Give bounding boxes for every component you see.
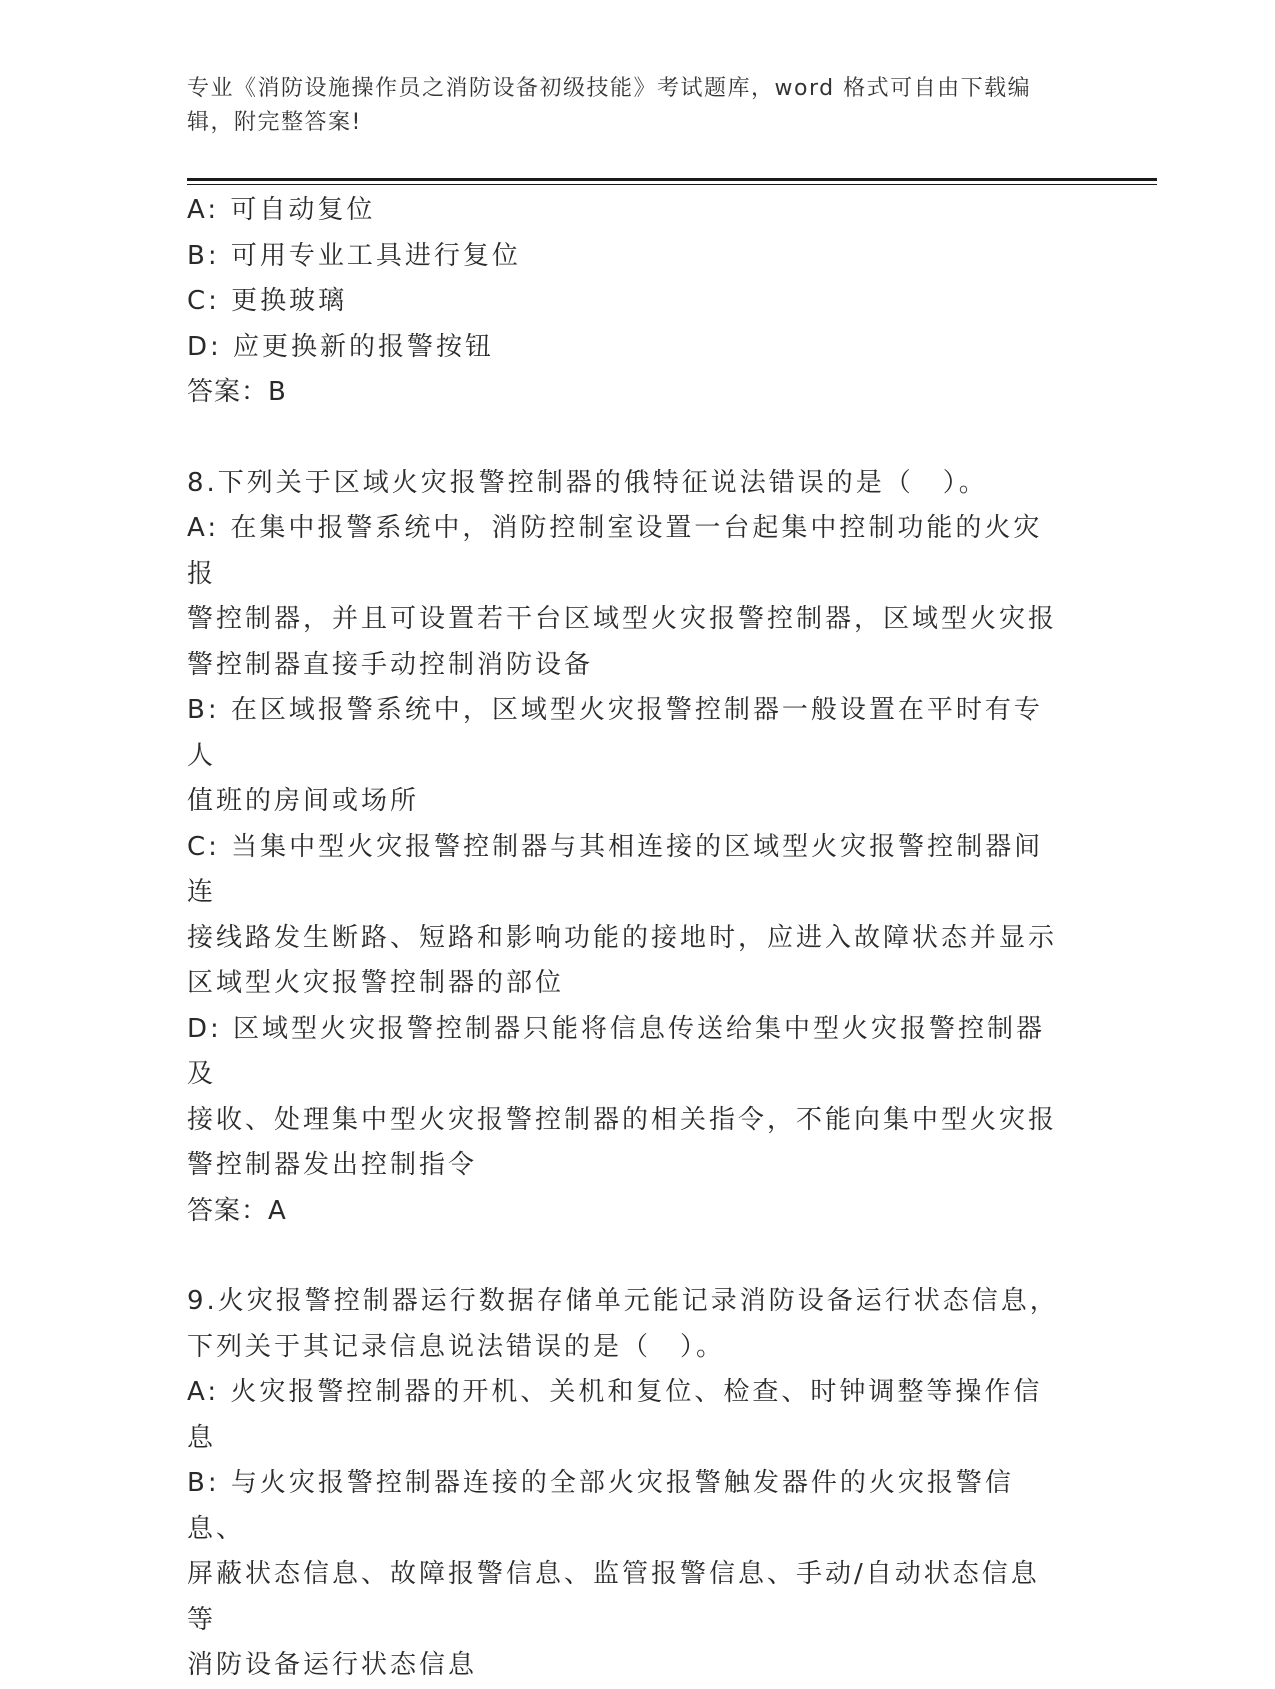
q9-option-a-line-1: A: 火灾报警控制器的开机、关机和复位、检查、时钟调整等操作信息 — [187, 1377, 1043, 1453]
q8-option-a-line-1: A: 在集中报警系统中，消防控制室设置一台起集中控制功能的火灾报 — [187, 513, 1043, 589]
q7-option-a: A: 可自动复位 — [187, 195, 376, 225]
q9-option-b-line-2: 屏蔽状态信息、故障报警信息、监管报警信息、手动/自动状态信息等 — [187, 1559, 1040, 1635]
q8-option-d-line-3: 警控制器发出控制指令 — [187, 1150, 478, 1180]
q8-option-c-line-3: 区域型火灾报警控制器的部位 — [187, 968, 565, 998]
question-8-block — [187, 461, 1067, 1235]
header-rule-thick — [187, 178, 1157, 181]
q8-option-a-line-2: 警控制器，并且可设置若干台区域型火灾报警控制器，区域型火灾报 — [187, 604, 1058, 634]
q7-option-c: C: 更换玻璃 — [187, 286, 348, 316]
q8-answer: 答案：A — [187, 1195, 287, 1226]
spacer — [187, 416, 1067, 461]
q8-option-c-line-1: C: 当集中型火灾报警控制器与其相连接的区域型火灾报警控制器间连 — [187, 831, 1044, 907]
q8-option-a-line-3: 警控制器直接手动控制消防设备 — [187, 649, 594, 680]
document-body — [187, 188, 1067, 1689]
header-rule-thin — [187, 184, 1157, 185]
q9-question-line-1: 9.火灾报警控制器运行数据存储单元能记录消防设备运行状态信息， — [187, 1286, 1059, 1316]
q8-option-b-line-1: B: 在区域报警系统中，区域型火灾报警控制器一般设置在平时有专人 — [187, 695, 1043, 771]
q8-option-d-line-1: D: 区域型火灾报警控制器只能将信息传送给集中型火灾报警控制器及 — [187, 1013, 1046, 1089]
spacer — [187, 1234, 1067, 1279]
document-header — [187, 72, 1077, 140]
q9-question-line-2: 下列关于其记录信息说法错误的是（ ）。 — [187, 1331, 726, 1362]
question-7-block — [187, 188, 1067, 416]
q8-question: 8.下列关于区域火灾报警控制器的俄特征说法错误的是（ ）。 — [187, 467, 988, 498]
header-line-1: 专业《消防设施操作员之消防设备初级技能》考试题库，word 格式可自由下载编 — [187, 76, 1032, 101]
q7-option-b: B: 可用专业工具进行复位 — [187, 240, 521, 271]
question-9-block — [187, 1279, 1067, 1689]
q9-option-b-line-3: 消防设备运行状态信息 — [187, 1650, 478, 1680]
q7-answer: 答案：B — [187, 377, 287, 407]
q8-option-c-line-2: 接线路发生断路、短路和影响功能的接地时，应进入故障状态并显示 — [187, 922, 1058, 953]
q7-option-d: D: 应更换新的报警按钮 — [187, 331, 495, 362]
header-line-2: 辑，附完整答案! — [187, 110, 362, 135]
q9-option-b-line-1: B: 与火灾报警控制器连接的全部火灾报警触发器件的火灾报警信息、 — [187, 1468, 1014, 1544]
q8-option-b-line-2: 值班的房间或场所 — [187, 786, 420, 816]
q8-option-d-line-2: 接收、处理集中型火灾报警控制器的相关指令，不能向集中型火灾报 — [187, 1104, 1058, 1135]
